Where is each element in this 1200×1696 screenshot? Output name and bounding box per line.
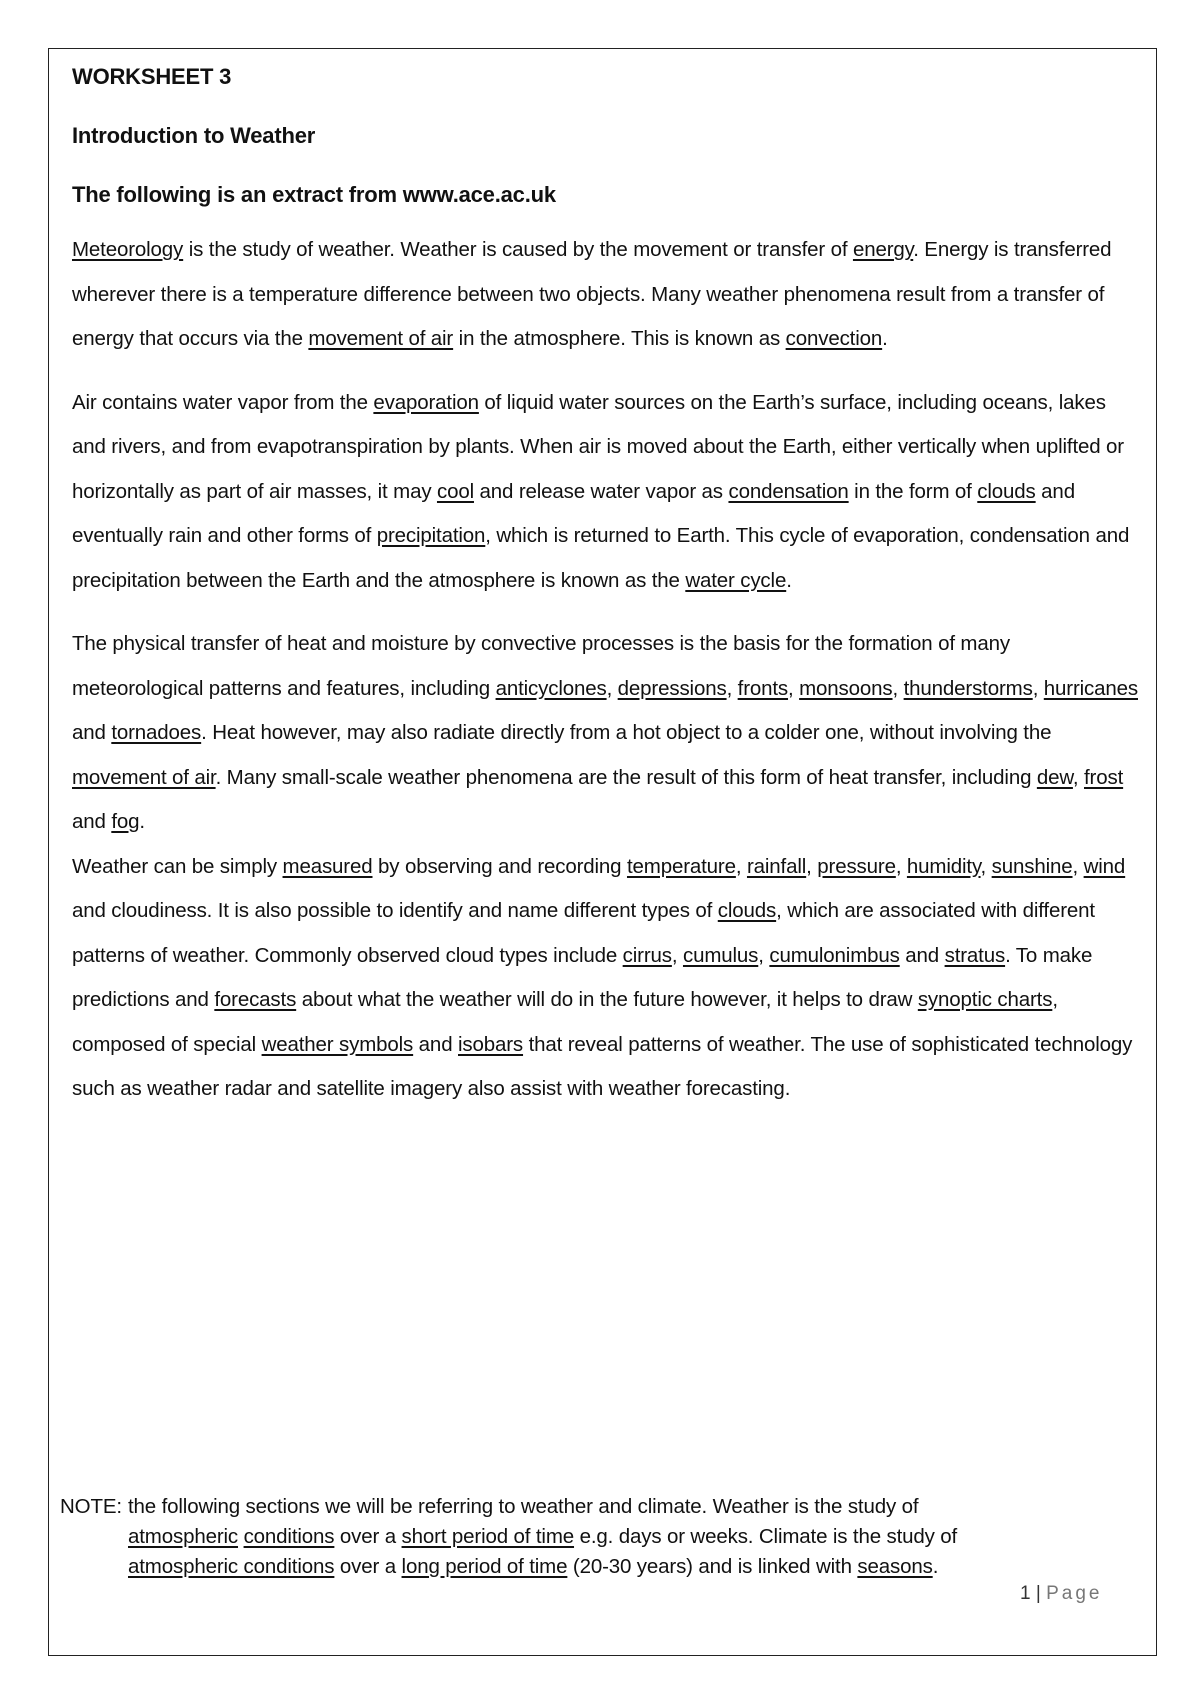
underlined-term: hurricanes [1043,676,1138,700]
text-run: about what the weather will do in the future however, it helps to draw [296,988,918,1011]
text-run: . [932,1555,939,1578]
worksheet-number: WORKSHEET 3 [72,64,232,89]
text-run: and [72,810,112,833]
note-text [128,1495,918,1518]
underlined-term: cumulus [682,943,759,967]
text-run: , which are associated with different patterns of weather. Commonly observed cloud types include [72,899,1095,967]
underlined-term: dew [1036,765,1073,789]
underlined-term: pressure [817,854,896,878]
note-label: NOTE: [60,1495,122,1518]
text-run: e.g. days or weeks. Climate is the study of [574,1525,958,1548]
text-run: and release water vapor as [473,479,729,503]
text-run: The physical transfer of heat and moisture by convective processes is the basis for the formation of many meteorological patterns and features, including [72,632,1010,700]
text-run: , [606,676,618,700]
underlined-term: conditions [243,1525,335,1548]
text-run: , [788,676,800,700]
text-run: and [72,721,112,744]
underlined-term: seasons [857,1555,933,1578]
text-run: , [1032,676,1044,700]
text-run: in the form of [848,479,978,503]
text-run: , [758,943,770,967]
text-run: and cloudiness. It is also possible to identify and name different types of [72,899,718,922]
underlined-term: clouds [717,899,777,922]
text-run: , [1072,765,1084,789]
underlined-term: atmospheric [128,1525,239,1548]
text-run: of liquid water sources on the Earth’s surface, including oceans, lakes and rivers, and from evapotranspiration by plants. When air is moved about the Earth, either vertically when uplifted or horizontally as part of air masses, it may [72,390,1124,503]
source-line: The following is an extract from www.ace.ac.uk [72,182,556,207]
text-run: and [413,1032,458,1056]
note-box [60,1492,1120,1582]
underlined-term: Meteorology [72,238,184,261]
underlined-term: atmospheric conditions [128,1555,335,1578]
text-run: over a [334,1555,402,1578]
underlined-term: movement of air [72,765,216,789]
text-run: , [735,854,747,878]
underlined-term: frost [1084,765,1124,789]
underlined-term: convection [785,327,883,350]
underlined-term: monsoons [799,676,893,700]
underlined-term: measured [282,854,373,878]
text-run: , [726,676,738,700]
underlined-term: short period of time [401,1525,575,1548]
note-line [60,1522,1120,1552]
underlined-term: rainfall [746,854,807,878]
paragraph-meteorology [72,228,1138,362]
text-run: and eventually rain and other forms of [72,479,1075,547]
underlined-term: evaporation [373,390,479,414]
underlined-term: cumulonimbus [769,943,900,967]
text-run: , composed of special [72,988,1058,1056]
text-run: . [786,568,792,592]
underlined-term: clouds [977,479,1036,503]
underlined-term: long period of time [401,1555,568,1578]
underlined-term: humidity [906,854,981,878]
underlined-term: forecasts [214,988,297,1011]
page-number: 1 [1020,1583,1031,1604]
underlined-term: cirrus [622,943,672,967]
text-run: by observing and recording [372,854,627,878]
footer-separator: | [1035,1583,1041,1604]
underlined-term: wind [1083,854,1126,878]
note-line [60,1552,1120,1582]
text-run: in the atmosphere. This is known as [453,327,786,350]
underlined-term: cool [436,479,474,503]
text-run: and [899,943,945,967]
page-label: Page [1046,1583,1103,1604]
worksheet-body [72,62,1138,1131]
text-run: Weather can be simply [72,854,283,878]
paragraph-water-cycle [72,381,1138,604]
text-run: . Heat however, may also radiate directly from a hot object to a colder one, without involving the [201,721,1052,744]
text-run: that reveal patterns of weather. The use of sophisticated technology such as weather radar and satellite imagery also assist with weather forecasting. [72,1032,1133,1100]
text-run: , [895,854,907,878]
underlined-term: depressions [617,676,727,700]
underlined-term: tornadoes [111,721,202,744]
text-run: . [882,327,888,350]
text-run: , [806,854,818,878]
text-run: , [980,854,992,878]
underlined-term: water cycle [685,568,787,592]
text-run: , [671,943,683,967]
underlined-term: isobars [458,1032,524,1056]
underlined-term: condensation [728,479,849,503]
text-run: . [139,810,145,833]
underlined-term: energy [852,238,914,261]
underlined-term: movement of air [308,327,454,350]
text-run: over a [334,1525,402,1548]
text-run: the following sections we will be referring to weather and climate. Weather is the study of [128,1495,919,1518]
underlined-term: anticyclones [495,676,607,700]
text-run: (20-30 years) and is linked with [567,1555,858,1578]
underlined-term: synoptic charts [917,988,1053,1011]
text-run: is the study of weather. Weather is caused by the movement or transfer of [183,238,853,261]
text-run: . Many small-scale weather phenomena are the result of this form of heat transfer, including [215,765,1037,789]
text-run: . Energy is transferred wherever there is a temperature difference between two objects. Many weather phenomena result from a transfer of energy that occurs via the [72,238,1112,350]
worksheet-title: Introduction to Weather [72,123,316,148]
page-footer [1020,1583,1102,1605]
underlined-term: precipitation [376,524,486,547]
note-line [60,1492,1120,1522]
underlined-term: fronts [737,676,789,700]
paragraph-measurement [72,845,1138,1112]
underlined-term: thunderstorms [903,676,1033,700]
text-run: , [1072,854,1084,878]
underlined-term: fog [111,810,140,833]
underlined-term: sunshine [991,854,1073,878]
paragraph-convection [72,622,1138,845]
text-run: , which is returned to Earth. This cycle of evaporation, condensation and precipitation between the Earth and the atmosphere is known as the [72,524,1130,592]
underlined-term: stratus [944,943,1006,967]
text-run: Air contains water vapor from the [72,390,374,414]
text-run: , [892,676,904,700]
underlined-term: weather symbols [261,1032,414,1056]
underlined-term: temperature [626,854,736,878]
text-run: . To make predictions and [72,943,1093,1011]
